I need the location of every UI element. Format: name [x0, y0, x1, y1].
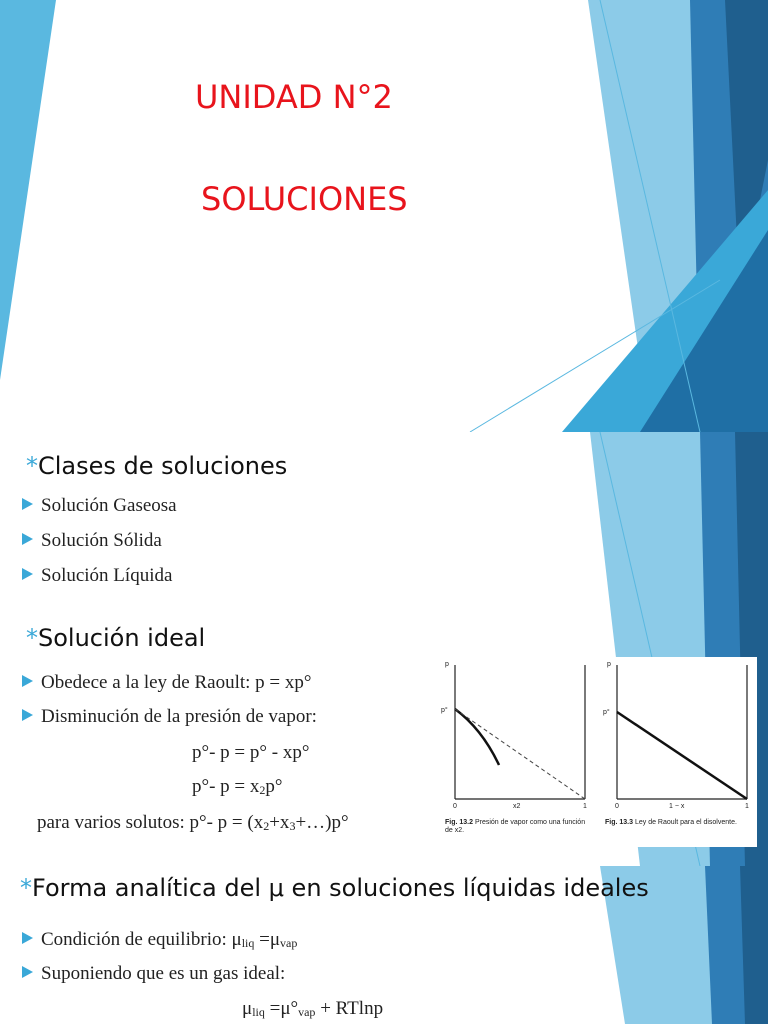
right-x1-label: 1 — [745, 803, 749, 810]
bullet-liquida-text: Solución Líquida — [41, 565, 173, 586]
varios-prefix: para varios solutos: p°- p = (x — [37, 812, 264, 833]
bullet-arrow-icon — [22, 932, 33, 944]
raoult-figure — [437, 657, 757, 847]
bullet-arrow-icon — [22, 966, 33, 978]
bullet-arrow-icon — [22, 675, 33, 687]
slide-title-line1: UNIDAD N°2 — [195, 78, 393, 116]
equation-2-prefix: p°- p = x — [192, 776, 260, 797]
right-x0-label: 0 — [615, 803, 619, 810]
heading-forma-analitica-text: Forma analítica del μ en soluciones líquidas ideales — [32, 874, 649, 902]
right-y-label: p — [607, 661, 611, 668]
equation-2-sub: 2 — [259, 783, 266, 797]
right-p0-label: p° — [603, 709, 610, 716]
heading-clases-text: Clases de soluciones — [38, 452, 288, 480]
bullet-liquida — [22, 565, 172, 587]
bullet-disminucion — [22, 706, 317, 728]
bullet-solida-text: Solución Sólida — [41, 530, 162, 551]
bullet-gaseosa — [22, 495, 177, 517]
varios-sub2: 2 — [263, 819, 270, 833]
slide-title — [0, 0, 768, 432]
bullet-equilibrio — [22, 929, 297, 951]
plot-raoult-solvent — [617, 665, 747, 799]
mu-mid: =μ° — [264, 998, 299, 1019]
bullet-disminucion-text: Disminución de la presión de vapor: — [41, 706, 317, 727]
left-y-label: p — [445, 661, 449, 668]
left-x1-label: 1 — [583, 803, 587, 810]
left-caption-fig: Fig. 13.2 — [445, 819, 474, 826]
equilibrio-mid: =μ — [254, 929, 281, 950]
bullet-solida — [22, 530, 162, 552]
bullet-gas-ideal — [22, 963, 285, 985]
bullet-arrow-icon — [22, 533, 33, 545]
equation-2 — [192, 776, 283, 798]
equation-mu — [242, 998, 383, 1020]
slide-title-line2: SOLUCIONES — [201, 180, 408, 218]
varios-suffix: +…)p° — [295, 812, 349, 833]
mu-suffix: + RTlnp — [315, 998, 384, 1019]
right-xmid-label: 1 − x — [669, 803, 685, 810]
mu-sub1: liq — [252, 1005, 265, 1019]
bullet-gaseosa-text: Solución Gaseosa — [41, 495, 177, 516]
heading-solucion-ideal: *Solución ideal — [26, 624, 206, 652]
equation-varios-solutos — [37, 812, 349, 834]
plot-vapor-pressure — [455, 665, 585, 799]
bullet-arrow-icon — [22, 568, 33, 580]
mu-sub2: vap — [298, 1005, 316, 1019]
right-caption — [605, 819, 750, 827]
bullet-raoult — [22, 672, 312, 694]
heading-solucion-ideal-text: Solución ideal — [38, 624, 206, 652]
equation-2-suffix: p° — [265, 776, 283, 797]
left-caption — [445, 819, 590, 835]
varios-plus: +x — [269, 812, 290, 833]
equilibrio-prefix: Condición de equilibrio: μ — [41, 929, 242, 950]
slide-forma-analitica — [0, 866, 768, 1024]
bullet-arrow-icon — [22, 498, 33, 510]
equilibrio-sub2: vap — [280, 936, 298, 950]
varios-sub3: 3 — [289, 819, 296, 833]
right-caption-fig: Fig. 13.3 — [605, 819, 634, 826]
mu-prefix: μ — [242, 998, 253, 1019]
left-caption-text: Presión de vapor como una función de x2. — [445, 819, 586, 834]
equilibrio-sub1: liq — [241, 936, 255, 950]
right-caption-text: Ley de Raoult para el disolvente. — [634, 819, 737, 826]
equation-1: p°- p = p° - xp° — [192, 742, 310, 763]
left-p0-label: p° — [441, 707, 448, 714]
heading-forma-analitica: *Forma analítica del μ en soluciones líquidas ideales — [20, 874, 649, 902]
left-x0-label: 0 — [453, 803, 457, 810]
bullet-raoult-text: Obedece a la ley de Raoult: p = xp° — [41, 672, 312, 693]
bullet-arrow-icon — [22, 709, 33, 721]
left-xmid-label: x2 — [513, 803, 521, 810]
heading-clases: *Clases de soluciones — [26, 452, 288, 480]
gas-ideal-text: Suponiendo que es un gas ideal: — [41, 963, 286, 984]
